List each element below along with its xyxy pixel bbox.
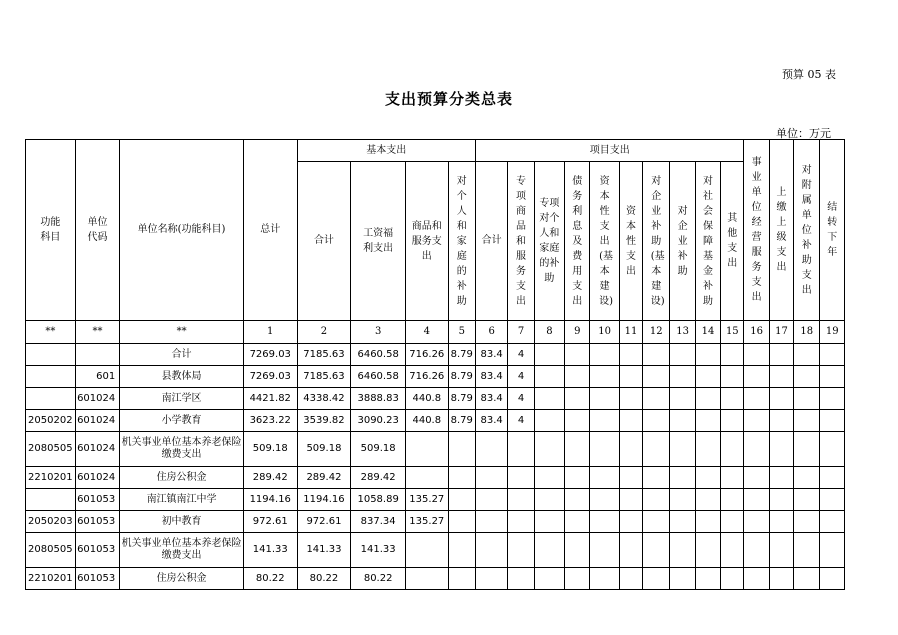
column-number: 18 [794, 321, 820, 344]
personal-cell [448, 533, 475, 568]
table-body [26, 344, 845, 590]
empty-cell [794, 366, 820, 388]
project-total-cell [475, 568, 507, 590]
empty-cell [590, 568, 619, 590]
project-total-cell [475, 489, 507, 511]
special-goods-cell: 4 [508, 410, 534, 432]
empty-cell [619, 489, 642, 511]
basic-total-cell: 4338.42 [297, 388, 351, 410]
basic-total-cell: 1194.16 [297, 489, 351, 511]
empty-cell [534, 467, 564, 489]
empty-cell [619, 511, 642, 533]
column-number: 8 [534, 321, 564, 344]
empty-cell [590, 344, 619, 366]
empty-cell [643, 489, 670, 511]
empty-cell [769, 410, 793, 432]
column-number: 11 [619, 321, 642, 344]
salary-cell: 509.18 [351, 432, 406, 467]
empty-cell [619, 344, 642, 366]
unit-code-cell [75, 344, 120, 366]
func-subject-cell [26, 344, 76, 366]
goods-cell [406, 467, 449, 489]
header-upper: 上缴上级支出 [769, 140, 793, 321]
unit-name-cell: 南江镇南江中学 [120, 489, 244, 511]
salary-cell: 1058.89 [351, 489, 406, 511]
empty-cell [534, 388, 564, 410]
form-number: 预算 05 表 [782, 68, 836, 81]
basic-total-cell: 7185.63 [297, 344, 351, 366]
header-other: 其他支出 [721, 162, 744, 321]
column-number: 16 [744, 321, 769, 344]
special-goods-cell [508, 467, 534, 489]
empty-cell [820, 467, 845, 489]
special-goods-cell [508, 533, 534, 568]
project-total-cell [475, 533, 507, 568]
empty-cell [590, 533, 619, 568]
project-total-cell: 83.4 [475, 344, 507, 366]
table-row [26, 489, 845, 511]
personal-cell [448, 568, 475, 590]
table-row [26, 568, 845, 590]
table-row [26, 467, 845, 489]
empty-cell [590, 511, 619, 533]
column-number: 6 [475, 321, 507, 344]
column-number: 1 [243, 321, 297, 344]
empty-cell [534, 489, 564, 511]
personal-cell [448, 467, 475, 489]
empty-cell [721, 432, 744, 467]
unit-code-cell: 601024 [75, 410, 120, 432]
salary-cell: 6460.58 [351, 366, 406, 388]
empty-cell [769, 489, 793, 511]
empty-cell [619, 410, 642, 432]
empty-cell [565, 568, 590, 590]
empty-cell [794, 511, 820, 533]
empty-cell [670, 467, 695, 489]
empty-cell [695, 511, 720, 533]
empty-cell [769, 366, 793, 388]
empty-cell [769, 511, 793, 533]
column-number: 15 [721, 321, 744, 344]
empty-cell [794, 344, 820, 366]
personal-cell: 8.79 [448, 344, 475, 366]
page-title: 支出预算分类总表 [384, 90, 513, 108]
empty-cell [721, 388, 744, 410]
empty-cell [565, 344, 590, 366]
basic-total-cell: 289.42 [297, 467, 351, 489]
special-goods-cell: 4 [508, 366, 534, 388]
empty-cell [820, 511, 845, 533]
unit-code-cell: 601053 [75, 489, 120, 511]
empty-cell [820, 568, 845, 590]
empty-cell [643, 410, 670, 432]
header-func-subject: 功能科目 [26, 140, 76, 321]
empty-cell [695, 533, 720, 568]
empty-cell [590, 432, 619, 467]
special-goods-cell: 4 [508, 388, 534, 410]
total-cell: 7269.03 [243, 366, 297, 388]
unit-code-cell: 601053 [75, 533, 120, 568]
empty-cell [565, 511, 590, 533]
special-goods-cell [508, 511, 534, 533]
column-number: 19 [820, 321, 845, 344]
salary-cell: 289.42 [351, 467, 406, 489]
unit-code-cell: 601 [75, 366, 120, 388]
empty-cell [534, 533, 564, 568]
budget-table [25, 139, 845, 590]
column-number: ** [120, 321, 244, 344]
empty-cell [721, 366, 744, 388]
empty-cell [565, 533, 590, 568]
salary-cell: 837.34 [351, 511, 406, 533]
empty-cell [769, 568, 793, 590]
empty-cell [619, 388, 642, 410]
column-number: 13 [670, 321, 695, 344]
total-cell: 509.18 [243, 432, 297, 467]
header-project-group: 项目支出 [475, 140, 744, 162]
empty-cell [744, 511, 769, 533]
goods-cell: 716.26 [406, 344, 449, 366]
func-subject-cell [26, 366, 76, 388]
empty-cell [820, 388, 845, 410]
empty-cell [794, 533, 820, 568]
column-number: 12 [643, 321, 670, 344]
empty-cell [794, 410, 820, 432]
unit-code-cell: 601053 [75, 568, 120, 590]
empty-cell [643, 533, 670, 568]
empty-cell [534, 568, 564, 590]
unit-code-cell: 601024 [75, 432, 120, 467]
project-total-cell: 83.4 [475, 388, 507, 410]
empty-cell [721, 467, 744, 489]
empty-cell [744, 467, 769, 489]
empty-cell [794, 467, 820, 489]
empty-cell [670, 489, 695, 511]
table-row [26, 432, 845, 467]
empty-cell [794, 568, 820, 590]
header-unit-name: 单位名称(功能科目) [120, 140, 244, 321]
empty-cell [565, 432, 590, 467]
table-row [26, 388, 845, 410]
total-cell: 1194.16 [243, 489, 297, 511]
empty-cell [643, 366, 670, 388]
empty-cell [721, 410, 744, 432]
header-affiliate: 对附属单位补助支出 [794, 140, 820, 321]
goods-cell [406, 533, 449, 568]
goods-cell: 716.26 [406, 366, 449, 388]
total-cell: 972.61 [243, 511, 297, 533]
salary-cell: 3888.83 [351, 388, 406, 410]
project-total-cell: 83.4 [475, 410, 507, 432]
unit-code-cell: 601053 [75, 511, 120, 533]
func-subject-cell [26, 388, 76, 410]
basic-total-cell: 7185.63 [297, 366, 351, 388]
personal-cell: 8.79 [448, 410, 475, 432]
total-cell: 289.42 [243, 467, 297, 489]
column-number: 14 [695, 321, 720, 344]
empty-cell [744, 533, 769, 568]
empty-cell [643, 388, 670, 410]
total-cell: 3623.22 [243, 410, 297, 432]
header-salary: 工资福利支出 [351, 162, 406, 321]
goods-cell [406, 568, 449, 590]
empty-cell [820, 344, 845, 366]
empty-cell [670, 568, 695, 590]
personal-cell [448, 511, 475, 533]
empty-cell [590, 388, 619, 410]
empty-cell [744, 344, 769, 366]
empty-cell [619, 432, 642, 467]
header-project-total: 合计 [475, 162, 507, 321]
empty-cell [565, 489, 590, 511]
column-number: 7 [508, 321, 534, 344]
empty-cell [794, 489, 820, 511]
empty-cell [695, 467, 720, 489]
unit-name-cell: 机关事业单位基本养老保险缴费支出 [120, 533, 244, 568]
project-total-cell: 83.4 [475, 366, 507, 388]
header-unit-code: 单位代码 [75, 140, 120, 321]
empty-cell [619, 467, 642, 489]
unit-name-cell: 小学教育 [120, 410, 244, 432]
empty-cell [643, 568, 670, 590]
empty-cell [534, 432, 564, 467]
header-operating: 事业单位经营服务支出 [744, 140, 769, 321]
column-number: ** [75, 321, 120, 344]
unit-name-cell: 机关事业单位基本养老保险缴费支出 [120, 432, 244, 467]
empty-cell [769, 467, 793, 489]
goods-cell: 135.27 [406, 489, 449, 511]
header-capital-build: 资本性支出(基本建设) [590, 162, 619, 321]
column-number-row [26, 321, 845, 344]
unit-code-cell: 601024 [75, 388, 120, 410]
empty-cell [695, 344, 720, 366]
func-subject-cell: 2050202 [26, 410, 76, 432]
header-special-goods: 专项商品和服务支出 [508, 162, 534, 321]
empty-cell [721, 489, 744, 511]
special-goods-cell [508, 489, 534, 511]
func-subject-cell: 2210201 [26, 568, 76, 590]
empty-cell [670, 344, 695, 366]
column-number: 5 [448, 321, 475, 344]
empty-cell [643, 432, 670, 467]
header-total: 总计 [243, 140, 297, 321]
empty-cell [670, 533, 695, 568]
table-row [26, 344, 845, 366]
basic-total-cell: 141.33 [297, 533, 351, 568]
empty-cell [744, 432, 769, 467]
empty-cell [744, 568, 769, 590]
salary-cell: 141.33 [351, 533, 406, 568]
empty-cell [695, 568, 720, 590]
project-total-cell [475, 432, 507, 467]
header-capital: 资本性支出 [619, 162, 642, 321]
empty-cell [695, 366, 720, 388]
column-number: 2 [297, 321, 351, 344]
empty-cell [670, 410, 695, 432]
empty-cell [643, 344, 670, 366]
table-row [26, 366, 845, 388]
empty-cell [721, 344, 744, 366]
header-basic-group: 基本支出 [297, 140, 475, 162]
project-total-cell [475, 467, 507, 489]
header-debt: 债务利息及费用支出 [565, 162, 590, 321]
empty-cell [721, 568, 744, 590]
header-enterprise: 对企业补助 [670, 162, 695, 321]
empty-cell [619, 568, 642, 590]
empty-cell [820, 432, 845, 467]
empty-cell [769, 344, 793, 366]
header-basic-total: 合计 [297, 162, 351, 321]
total-cell: 4421.82 [243, 388, 297, 410]
empty-cell [794, 388, 820, 410]
empty-cell [619, 366, 642, 388]
empty-cell [565, 467, 590, 489]
unit-name-cell: 初中教育 [120, 511, 244, 533]
empty-cell [769, 388, 793, 410]
empty-cell [534, 366, 564, 388]
salary-cell: 80.22 [351, 568, 406, 590]
goods-cell: 135.27 [406, 511, 449, 533]
empty-cell [565, 388, 590, 410]
special-goods-cell [508, 432, 534, 467]
empty-cell [590, 410, 619, 432]
personal-cell [448, 432, 475, 467]
func-subject-cell [26, 489, 76, 511]
unit-label: 单位：万元 [776, 127, 831, 140]
table-row [26, 511, 845, 533]
empty-cell [721, 533, 744, 568]
header-goods: 商品和服务支出 [406, 162, 449, 321]
empty-cell [744, 489, 769, 511]
empty-cell [695, 410, 720, 432]
special-goods-cell [508, 568, 534, 590]
empty-cell [695, 489, 720, 511]
empty-cell [820, 489, 845, 511]
total-cell: 141.33 [243, 533, 297, 568]
table-row [26, 410, 845, 432]
project-total-cell [475, 511, 507, 533]
header-carry: 结转下年 [820, 140, 845, 321]
special-goods-cell: 4 [508, 344, 534, 366]
header-special-personal: 专项对个人和家庭的补助 [534, 162, 564, 321]
empty-cell [590, 467, 619, 489]
personal-cell: 8.79 [448, 388, 475, 410]
basic-total-cell: 3539.82 [297, 410, 351, 432]
empty-cell [590, 489, 619, 511]
empty-cell [670, 432, 695, 467]
basic-total-cell: 80.22 [297, 568, 351, 590]
column-number: 10 [590, 321, 619, 344]
empty-cell [794, 432, 820, 467]
empty-cell [695, 388, 720, 410]
header-enterprise-build: 对企业补助(基本建设) [643, 162, 670, 321]
func-subject-cell: 2080505 [26, 533, 76, 568]
unit-name-cell: 合计 [120, 344, 244, 366]
goods-cell: 440.8 [406, 388, 449, 410]
salary-cell: 6460.58 [351, 344, 406, 366]
empty-cell [721, 511, 744, 533]
header-social: 对社会保障基金补助 [695, 162, 720, 321]
empty-cell [643, 511, 670, 533]
empty-cell [534, 344, 564, 366]
func-subject-cell: 2080505 [26, 432, 76, 467]
empty-cell [769, 432, 793, 467]
column-number: 4 [406, 321, 449, 344]
empty-cell [820, 410, 845, 432]
empty-cell [643, 467, 670, 489]
column-number: 3 [351, 321, 406, 344]
empty-cell [534, 410, 564, 432]
total-cell: 7269.03 [243, 344, 297, 366]
empty-cell [744, 366, 769, 388]
empty-cell [670, 511, 695, 533]
func-subject-cell: 2210201 [26, 467, 76, 489]
column-number: 9 [565, 321, 590, 344]
empty-cell [670, 388, 695, 410]
empty-cell [820, 366, 845, 388]
empty-cell [565, 366, 590, 388]
empty-cell [565, 410, 590, 432]
goods-cell [406, 432, 449, 467]
total-cell: 80.22 [243, 568, 297, 590]
basic-total-cell: 509.18 [297, 432, 351, 467]
header-personal: 对个人和家庭的补助 [448, 162, 475, 321]
empty-cell [744, 410, 769, 432]
column-number: ** [26, 321, 76, 344]
empty-cell [695, 432, 720, 467]
empty-cell [769, 533, 793, 568]
empty-cell [590, 366, 619, 388]
unit-name-cell: 住房公积金 [120, 467, 244, 489]
unit-code-cell: 601024 [75, 467, 120, 489]
table-row [26, 533, 845, 568]
empty-cell [670, 366, 695, 388]
basic-total-cell: 972.61 [297, 511, 351, 533]
unit-name-cell: 南江学区 [120, 388, 244, 410]
personal-cell [448, 489, 475, 511]
personal-cell: 8.79 [448, 366, 475, 388]
column-number: 17 [769, 321, 793, 344]
empty-cell [820, 533, 845, 568]
empty-cell [744, 388, 769, 410]
salary-cell: 3090.23 [351, 410, 406, 432]
unit-name-cell: 住房公积金 [120, 568, 244, 590]
empty-cell [619, 533, 642, 568]
goods-cell: 440.8 [406, 410, 449, 432]
unit-name-cell: 县教体局 [120, 366, 244, 388]
empty-cell [534, 511, 564, 533]
func-subject-cell: 2050203 [26, 511, 76, 533]
